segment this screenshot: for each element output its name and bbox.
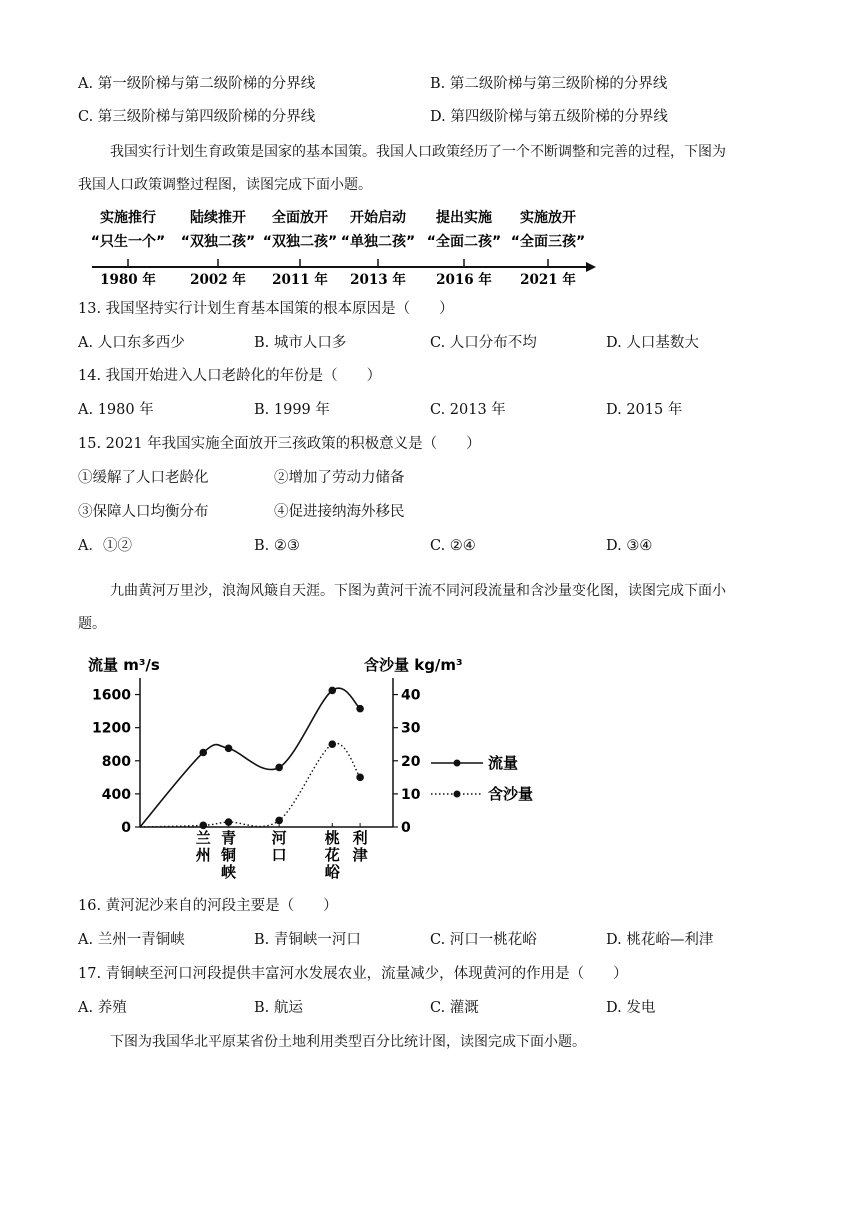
- right-tick-label: 40: [401, 687, 421, 704]
- timeline-event-policy: “双独二孩”: [180, 234, 256, 250]
- timeline-event-year: 2002 年: [190, 272, 246, 288]
- station-label: 利津: [352, 829, 368, 864]
- q15-statement-3: ③保障人口均衡分布: [78, 504, 209, 520]
- q14-option-b: B. 1999 年: [254, 402, 330, 418]
- q12-option-a: A. 第一级阶梯与第二级阶梯的分界线: [78, 76, 316, 92]
- q16-option-c: C. 河口一桃花峪: [430, 932, 537, 948]
- yellow-river-chart: [78, 648, 538, 888]
- timeline-event-policy: “只生一个”: [90, 234, 166, 250]
- right-tick-label: 30: [401, 720, 421, 737]
- left-tick-label: 0: [121, 820, 131, 836]
- station-label: 兰州: [195, 829, 211, 864]
- q16-option-d: D. 桃花峪—利津: [606, 932, 714, 948]
- q12-option-d: D. 第四级阶梯与第五级阶梯的分界线: [430, 109, 668, 125]
- timeline-event-year: 1980 年: [100, 272, 156, 288]
- q14-option-c: C. 2013 年: [430, 402, 506, 418]
- q14-option-a: A. 1980 年: [78, 402, 154, 418]
- timeline-event-action: 陆续推开: [190, 210, 246, 226]
- flow-point: [356, 705, 364, 713]
- q14-stem: 14. 我国开始进入人口老龄化的年份是（ ）: [78, 368, 382, 384]
- q17-option-d: D. 发电: [606, 1000, 656, 1016]
- population-intro-line2: 我国人口政策调整过程图，读图完成下面小题。: [78, 177, 372, 193]
- timeline-event-year: 2016 年: [436, 272, 492, 288]
- timeline-event-policy: “双独二孩”: [262, 234, 338, 250]
- legend-flow-label: 流量: [488, 754, 519, 772]
- timeline-event-year: 2011 年: [272, 272, 328, 288]
- station-label: 河口: [271, 829, 287, 864]
- q15-option-c: C. ②④: [430, 538, 476, 554]
- q13-option-b: B. 城市人口多: [254, 335, 347, 351]
- q17-option-c: C. 灌溉: [430, 1000, 479, 1016]
- chart-legend: [431, 754, 533, 803]
- q16-stem: 16. 黄河泥沙来自的河段主要是（ ）: [78, 898, 338, 914]
- timeline-event-policy: “全面三孩”: [510, 234, 586, 250]
- timeline-event-policy: “单独二孩”: [340, 234, 416, 250]
- left-tick-label: 400: [101, 786, 131, 803]
- flow-point: [328, 687, 336, 695]
- q15-option-a: A．①②: [78, 538, 132, 554]
- q15-statement-1: ①缓解了人口老龄化: [78, 470, 209, 486]
- sediment-point: [328, 740, 336, 748]
- q15-option-b: B. ②③: [254, 538, 300, 554]
- river-intro-line1: 九曲黄河万里沙，浪淘风簸自天涯。下图为黄河干流不同河段流量和含沙量变化图，读图完成下面小: [110, 583, 726, 599]
- series-line-sediment: [140, 743, 360, 827]
- land-use-intro: 下图为我国华北平原某省份土地利用类型百分比统计图，读图完成下面小题。: [110, 1034, 586, 1050]
- timeline-event-action: 开始启动: [350, 210, 406, 226]
- sediment-point: [356, 774, 364, 782]
- right-tick-label: 0: [401, 820, 411, 836]
- q15-option-d: D. ③④: [606, 538, 653, 554]
- q15-statement-4: ④促进接纳海外移民: [274, 504, 405, 520]
- q12-option-b: B. 第二级阶梯与第三级阶梯的分界线: [430, 76, 668, 92]
- q17-option-a: A. 养殖: [78, 1000, 127, 1016]
- flow-point: [275, 764, 283, 772]
- q13-option-d: D. 人口基数大: [606, 335, 699, 351]
- left-axis-title: 流量 m³/s: [88, 656, 160, 674]
- q13-option-a: A. 人口东多西少: [78, 335, 185, 351]
- q15-statement-2: ②增加了劳动力储备: [274, 470, 405, 486]
- station-label: 青铜峡: [221, 829, 237, 881]
- q15-stem: 15. 2021 年我国实施全面放开三孩政策的积极意义是（ ）: [78, 436, 481, 452]
- q12-option-c: C. 第三级阶梯与第四级阶梯的分界线: [78, 109, 316, 125]
- timeline-event-year: 2021 年: [520, 272, 576, 288]
- q17-stem: 17. 青铜峡至河口河段提供丰富河水发展农业，流量减少，体现黄河的作用是（ ）: [78, 966, 628, 982]
- timeline-event-year: 2013 年: [350, 272, 406, 288]
- timeline-arrow: [586, 262, 596, 272]
- timeline-event-action: 提出实施: [436, 210, 492, 226]
- series-line-flow: [140, 688, 360, 827]
- q13-option-c: C. 人口分布不均: [430, 335, 537, 351]
- right-tick-label: 20: [401, 753, 421, 770]
- timeline-event-action: 实施推行: [100, 210, 156, 226]
- left-tick-label: 800: [101, 753, 131, 770]
- q14-option-d: D. 2015 年: [606, 402, 683, 418]
- q17-option-b: B. 航运: [254, 1000, 303, 1016]
- left-tick-label: 1200: [92, 720, 131, 737]
- flow-point: [199, 749, 207, 757]
- flow-point: [225, 745, 233, 753]
- legend-sediment-label: 含沙量: [488, 785, 534, 803]
- timeline-event-policy: “全面二孩”: [426, 234, 502, 250]
- river-intro-line2: 题。: [78, 616, 106, 632]
- right-axis-title: 含沙量 kg/m³: [364, 656, 463, 674]
- q16-option-a: A. 兰州一青铜峡: [78, 932, 185, 948]
- left-tick-label: 1600: [92, 687, 131, 704]
- population-intro-line1: 我国实行计划生育政策是国家的基本国策。我国人口政策经历了一个不断调整和完善的过程，下图为: [110, 144, 726, 160]
- timeline-event-action: 实施放开: [520, 210, 576, 226]
- q13-stem: 13. 我国坚持实行计划生育基本国策的根本原因是（ ）: [78, 301, 454, 317]
- q16-option-b: B. 青铜峡一河口: [254, 932, 361, 948]
- population-policy-timeline: [78, 206, 678, 288]
- timeline-event-action: 全面放开: [272, 210, 328, 226]
- right-tick-label: 10: [401, 786, 421, 803]
- station-label: 桃花峪: [324, 829, 340, 881]
